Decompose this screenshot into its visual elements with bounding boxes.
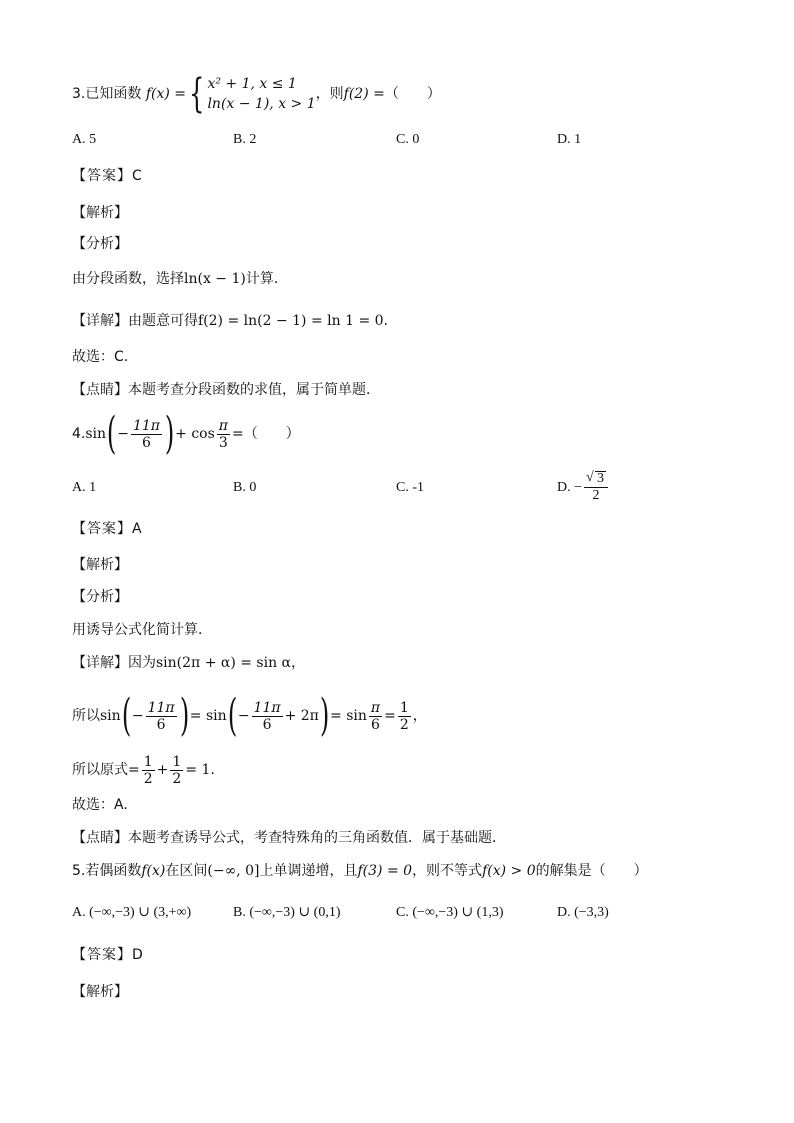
q3-fenxi: 【分析】 xyxy=(72,236,128,252)
q4-guxuan: 故选：A. xyxy=(72,797,128,813)
q4-step-frac4 xyxy=(398,700,411,733)
q4-step-rparen1: ) xyxy=(179,690,189,741)
q4-option-d-sqrt: √ 3 xyxy=(595,471,606,486)
q4-xiangjie xyxy=(72,654,305,672)
q4-step xyxy=(72,690,427,741)
q4-yuanshi-frac2-den: 2 xyxy=(172,770,182,787)
q4-yuanshi-label: 所以原式= xyxy=(72,762,140,778)
q4-stem xyxy=(72,408,300,459)
q4-step-frac3-num: π xyxy=(370,699,381,716)
q5-option-c[interactable] xyxy=(396,904,504,922)
q4-option-a-value: 1 xyxy=(89,480,97,495)
q4-step-frac1-den: 6 xyxy=(156,716,166,733)
q3-option-c-label: C. xyxy=(396,132,409,147)
q5-option-a-label: A. xyxy=(72,905,86,920)
q5-text-b: 在区间 xyxy=(165,863,208,879)
q4-frac2-num: π xyxy=(218,417,228,434)
q5-option-b[interactable] xyxy=(233,904,341,922)
q4-step-minus1: − xyxy=(131,708,144,724)
q3-number: 3. xyxy=(72,86,86,102)
q4-option-b-value: 0 xyxy=(249,480,257,495)
q5-jiexi: 【解析】 xyxy=(72,984,128,1000)
q3-mid: ，则 xyxy=(315,86,344,102)
q4-option-a[interactable] xyxy=(72,479,96,497)
q5-answer-value: D xyxy=(132,947,143,963)
q4-step-lparen2: ( xyxy=(227,690,237,741)
q4-step-frac1 xyxy=(146,700,177,733)
q3-jiexi: 【解析】 xyxy=(72,205,128,221)
q4-yuanshi-frac1-den: 2 xyxy=(143,770,153,787)
q4-yuanshi-frac1 xyxy=(142,754,155,787)
q4-xiangjie-text: 因为 xyxy=(128,655,156,671)
q4-step-rparen2: ) xyxy=(319,690,330,741)
q3-ask: f(2) = xyxy=(343,86,385,102)
q3-option-d-label: D. xyxy=(557,132,571,147)
q5-number: 5. xyxy=(72,863,86,879)
q3-xiangjie-end: . xyxy=(383,313,388,329)
q3-option-c[interactable] xyxy=(396,131,419,149)
q3-answer-value: C xyxy=(132,168,142,184)
q4-frac1-den: 6 xyxy=(142,434,151,451)
q3-brace: { xyxy=(189,71,205,117)
q3-dianjing xyxy=(72,381,380,399)
q4-option-d-den: 2 xyxy=(592,488,600,504)
q3-fx: f(x) = xyxy=(145,86,186,102)
q4-step-frac2-num: 11π xyxy=(253,699,281,716)
q4-answer-tag: 【答案】 xyxy=(72,521,132,537)
q5-text-c: 上单调递增，且 xyxy=(259,863,358,879)
q3-xiangjie-tag: 【详解】 xyxy=(72,313,128,329)
q5-fx: f(x) xyxy=(141,863,166,879)
q5-text-e: 的解集是（ ） xyxy=(535,863,648,879)
q4-step-frac4-num: 1 xyxy=(399,699,409,716)
q4-answer xyxy=(72,520,142,538)
q5-option-a[interactable] xyxy=(72,904,191,922)
q4-step-end: ， xyxy=(412,708,427,724)
q4-option-a-label: A. xyxy=(72,480,86,495)
q5-stem xyxy=(72,862,648,880)
q4-answer-value: A xyxy=(132,521,142,537)
q4-step-frac3 xyxy=(369,700,382,733)
q5-answer xyxy=(72,946,143,964)
q4-frac2 xyxy=(217,418,230,451)
q4-yuanshi-result: = 1. xyxy=(185,762,215,778)
q3-option-c-value: 0 xyxy=(412,132,420,147)
q4-frac2-den: 3 xyxy=(218,434,228,451)
q4-frac1 xyxy=(131,418,162,451)
q3-xiangjie xyxy=(72,312,388,330)
q4-yuanshi-plus: + xyxy=(156,762,169,778)
q3-lead: 已知函数 xyxy=(85,86,142,102)
q4-option-c[interactable] xyxy=(396,479,424,497)
q4-lparen: ( xyxy=(106,408,117,459)
q4-yuanshi-frac2-num: 1 xyxy=(172,753,182,770)
q4-step-frac1-num: 11π xyxy=(147,699,175,716)
q4-option-b-label: B. xyxy=(233,480,246,495)
q4-dianjing xyxy=(72,829,506,847)
q3-fenxi-math: ln(x − 1) xyxy=(184,271,246,287)
q5-interval: (−∞, 0] xyxy=(207,863,260,879)
q3-cases xyxy=(207,74,315,114)
q4-step-minus2: − xyxy=(237,708,250,724)
q4-frac1-num: 11π xyxy=(132,417,160,434)
q4-eq: = xyxy=(231,426,244,442)
q3-fenxi-text-a: 由分段函数，选择 xyxy=(72,271,184,287)
q4-yuanshi-frac1-num: 1 xyxy=(143,753,153,770)
q5-text-d: ，则不等式 xyxy=(412,863,483,879)
q4-step-sin: sin xyxy=(100,708,121,724)
q5-ineq: f(x) > 0 xyxy=(482,863,536,879)
q3-fenxi-text xyxy=(72,270,288,288)
q4-rparen: ) xyxy=(164,408,175,459)
q4-step-lparen1: ( xyxy=(121,690,131,741)
q4-step-eq2: = sin xyxy=(330,708,367,724)
q4-minus: − xyxy=(117,426,129,442)
q3-xiangjie-text: 由题意可得 xyxy=(128,313,198,329)
q3-case2: ln(x − 1), x > 1 xyxy=(207,96,316,112)
q4-xiangjie-tag: 【详解】 xyxy=(72,655,128,671)
q3-option-a[interactable] xyxy=(72,131,96,149)
q5-option-c-value: (−∞,−3) ∪ (1,3) xyxy=(412,905,504,920)
q3-answer-tag: 【答案】 xyxy=(72,168,132,184)
q4-yuanshi-frac2 xyxy=(170,754,183,787)
q3-xiangjie-math: f(2) = ln(2 − 1) = ln 1 = 0 xyxy=(198,313,384,329)
q3-answer xyxy=(72,167,142,185)
q3-option-d-value: 1 xyxy=(574,132,582,147)
q4-option-d[interactable] xyxy=(557,470,610,506)
q5-option-b-label: B. xyxy=(233,905,246,920)
q4-blank: （ ） xyxy=(243,426,300,442)
q3-option-a-label: A. xyxy=(72,132,86,147)
q5-option-d-label: D. xyxy=(557,905,571,920)
q4-step-eq1: = sin xyxy=(189,708,227,724)
q4-sin: sin xyxy=(85,426,107,442)
q4-option-d-sign: − xyxy=(574,480,583,495)
q3-dianjing-text: 本题考查分段函数的求值，属于简单题． xyxy=(128,382,380,398)
q3-case1: x² + 1, x ≤ 1 xyxy=(207,76,297,92)
q5-cond: f(3) = 0 xyxy=(357,863,413,879)
q5-option-b-value: (−∞,−3) ∪ (0,1) xyxy=(249,905,341,920)
q4-number: 4. xyxy=(72,426,86,442)
q3-option-b-label: B. xyxy=(233,132,246,147)
q4-option-d-label: D. xyxy=(557,480,571,495)
q4-option-b[interactable] xyxy=(233,479,256,497)
q4-identity-end: ， xyxy=(291,655,306,671)
q4-step-suoyi: 所以 xyxy=(72,708,100,724)
q3-fenxi-text-b: 计算． xyxy=(245,271,288,287)
q4-step-frac4-den: 2 xyxy=(399,716,409,733)
q3-guxuan: 故选：C. xyxy=(72,349,129,365)
q3-option-b[interactable] xyxy=(233,131,256,149)
q5-text-a: 若偶函数 xyxy=(85,863,142,879)
q5-option-a-value: (−∞,−3) ∪ (3,+∞) xyxy=(89,905,192,920)
q4-fenxi: 【分析】 xyxy=(72,589,128,605)
q4-step-frac2-den: 6 xyxy=(262,716,272,733)
q4-step-frac2 xyxy=(252,700,283,733)
q4-step-plus: + 2π xyxy=(284,708,319,724)
q4-step-frac3-den: 6 xyxy=(371,716,380,733)
q3-stem xyxy=(72,72,441,116)
q4-dianjing-tag: 【点睛】 xyxy=(72,830,128,846)
q3-option-a-value: 5 xyxy=(89,132,97,147)
q3-dianjing-tag: 【点睛】 xyxy=(72,382,128,398)
q5-option-c-label: C. xyxy=(396,905,409,920)
q4-step-eq3: = xyxy=(384,708,396,724)
q4-yuanshi xyxy=(72,750,215,790)
q4-option-d-frac xyxy=(584,471,608,504)
q3-option-b-value: 2 xyxy=(249,132,257,147)
q3-option-d[interactable] xyxy=(557,131,581,149)
q4-jiexi: 【解析】 xyxy=(72,557,128,573)
q4-fenxi-text: 用诱导公式化简计算． xyxy=(72,622,212,638)
q5-option-d[interactable] xyxy=(557,904,609,922)
q3-blank: （ ） xyxy=(384,86,441,102)
q4-option-c-label: C. xyxy=(396,480,409,495)
q4-option-c-value: -1 xyxy=(412,480,425,495)
q4-identity: sin(2π + α) = sin α xyxy=(156,655,292,671)
q4-dianjing-text: 本题考查诱导公式，考查特殊角的三角函数值．属于基础题． xyxy=(128,830,506,846)
q5-option-d-value: (−3,3) xyxy=(574,905,609,920)
q5-answer-tag: 【答案】 xyxy=(72,947,132,963)
q4-cos: + cos xyxy=(175,426,215,442)
